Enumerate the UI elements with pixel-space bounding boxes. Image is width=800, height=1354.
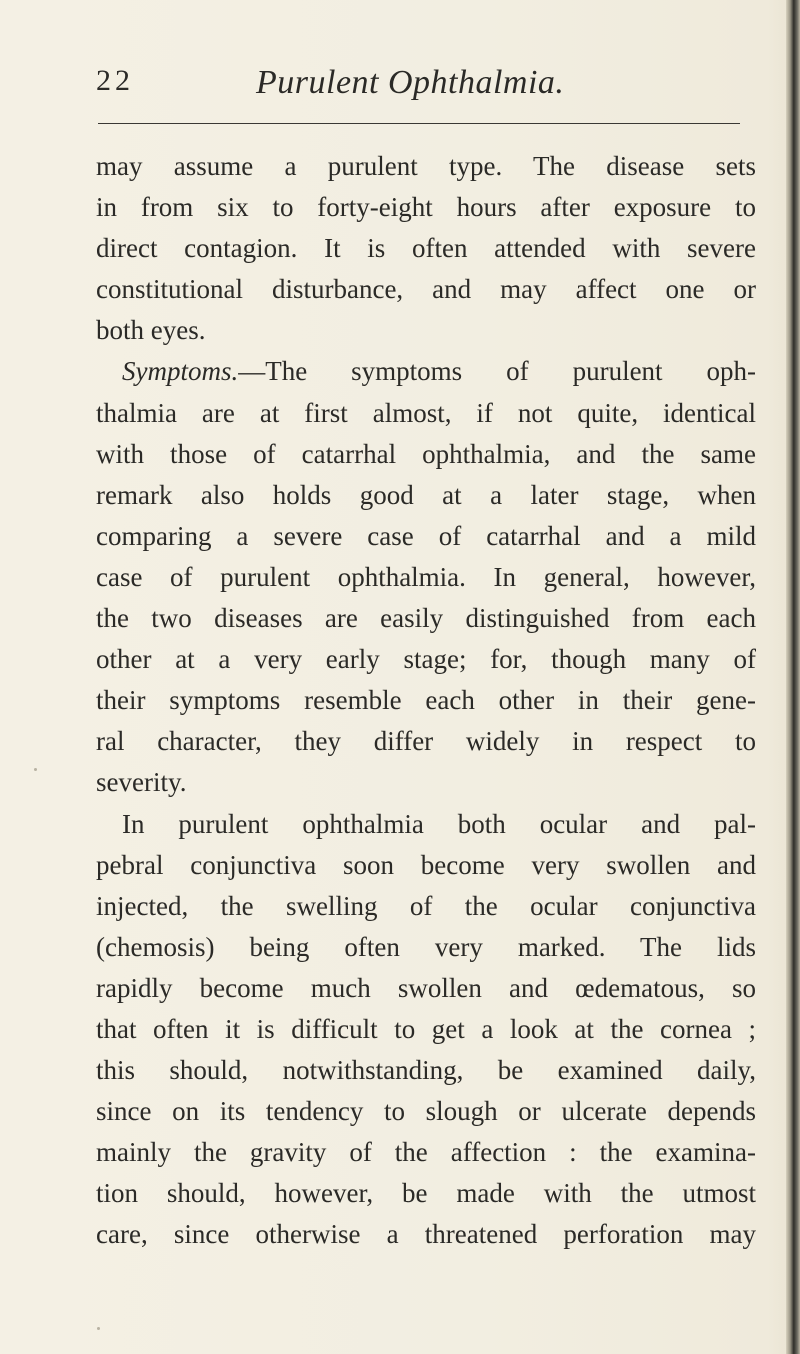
text-line: rapidly become much swollen and œdematous, so [96,972,756,1003]
text-line: with those of catarrhal ophthalmia, and the same [96,438,756,469]
text-line-rest: —The symptoms of purulent oph- [238,356,756,387]
paragraph-3 [96,804,756,1256]
text-line: care, since otherwise a threatened perforation may [96,1219,756,1250]
text-line: case of purulent ophthalmia. In general, however, [96,561,756,592]
paper-speck [97,1327,100,1330]
section-heading-symptoms: Symptoms. [122,356,239,387]
text-line: this should, notwithstanding, be examined daily, [96,1055,756,1086]
text-line: other at a very early stage; for, though many of [96,644,756,675]
text-line: In purulent ophthalmia both ocular and pal- [122,808,756,839]
text-line: remark also holds good at a later stage, when [96,479,756,510]
running-title: Purulent Ophthalmia. [256,64,565,101]
page-header [96,64,756,108]
text-line: mainly the gravity of the affection : the examina- [96,1137,756,1168]
paragraph-symptoms [96,351,756,803]
text-line: severity. [96,767,187,798]
page-binding-edge [786,0,800,1354]
text-line: may assume a purulent type. The disease sets [96,151,756,181]
text-line: that often it is difficult to get a look at the cornea ; [96,1013,756,1044]
text-line: (chemosis) being often very marked. The lids [96,931,756,962]
text-line: since on its tendency to slough or ulcerate depends [96,1096,756,1127]
text-line [96,351,756,392]
text-line: ral character, they differ widely in respect to [96,726,756,757]
text-line: pebral conjunctiva soon become very swollen and [96,849,756,880]
body-text [96,146,756,1256]
text-line: tion should, however, be made with the utmost [96,1178,756,1209]
text-line: injected, the swelling of the ocular conjunctiva [96,890,756,921]
text-line: comparing a severe case of catarrhal and a mild [96,520,756,551]
text-line: their symptoms resemble each other in their gene- [96,685,756,716]
text-line: thalmia are at first almost, if not quite, identical [96,397,756,428]
text-line: in from six to forty-eight hours after exposure to [96,192,756,223]
paper-speck [34,768,37,771]
page-number: 22 [96,64,134,97]
text-line: the two diseases are easily distinguished from each [96,603,756,634]
header-rule [98,123,740,124]
text-line: direct contagion. It is often attended with severe [96,233,756,264]
text-line: constitutional disturbance, and may affect one or [96,274,756,305]
paragraph-1 [96,146,756,351]
text-line: both eyes. [96,315,206,346]
